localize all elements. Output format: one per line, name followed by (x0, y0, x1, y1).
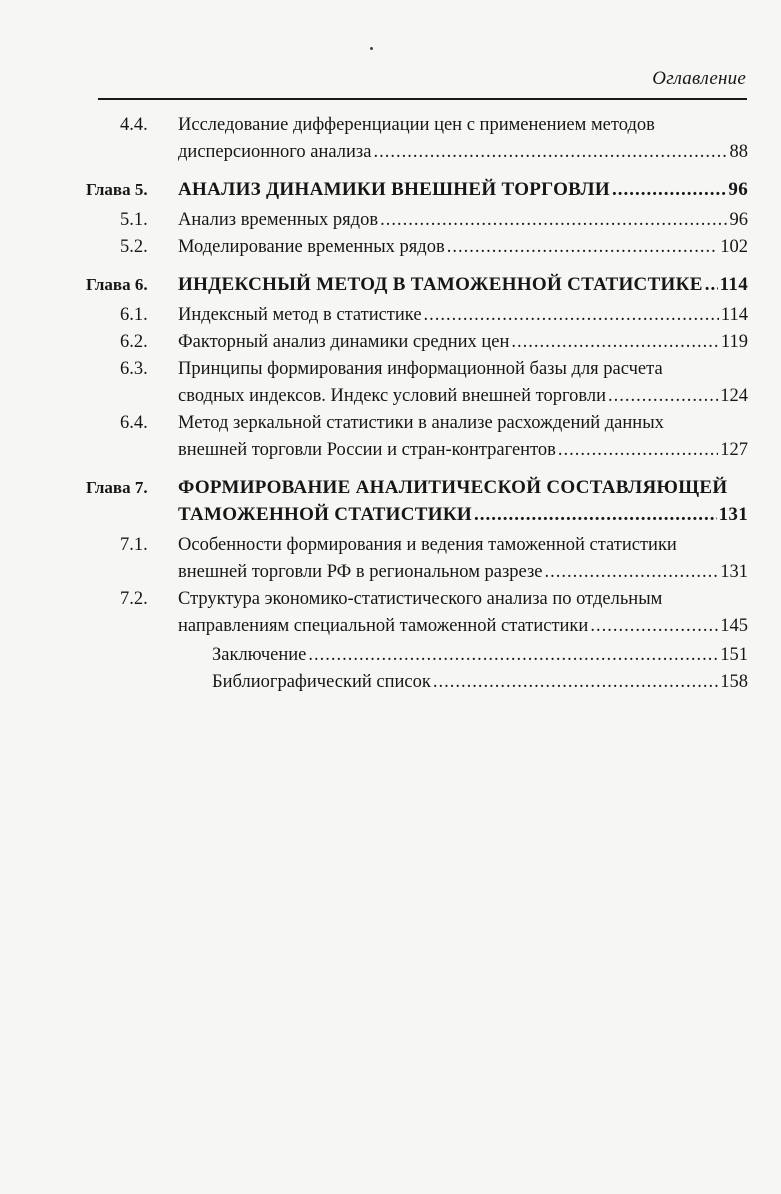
dot-leader (612, 176, 726, 203)
toc-entry-line: Индексный метод в статистике (178, 305, 422, 325)
toc-entry-line: ИНДЕКСНЫЙ МЕТОД В ТАМОЖЕННОЙ СТАТИСТИКЕ (178, 274, 703, 295)
toc-entry-last-line (178, 383, 748, 410)
toc-entry-last-line (178, 437, 748, 464)
toc-page-number: 158 (720, 672, 748, 692)
toc-entry-last-line (178, 302, 748, 329)
toc-entry-title (178, 410, 748, 464)
toc-entry-title (178, 176, 748, 203)
toc-entry-line: ТАМОЖЕННОЙ СТАТИСТИКИ (178, 504, 472, 525)
toc-entry-number: 7.1. (120, 535, 148, 555)
toc-entry-line: Факторный анализ динамики средних цен (178, 332, 510, 352)
toc-page-number: 114 (720, 305, 748, 325)
toc-entry-line: Принципы формирования информационной базы для расчета (178, 359, 663, 379)
dot-leader (380, 207, 727, 234)
toc-entry (86, 586, 748, 640)
toc-page-number: 114 (719, 274, 748, 295)
toc-entry-last-line (178, 139, 748, 166)
toc-page-number: 96 (728, 179, 748, 200)
toc-entry (86, 112, 748, 166)
toc-page-number: 96 (729, 210, 748, 230)
toc-entry-title (178, 474, 748, 528)
dot-leader (705, 271, 718, 298)
toc-entry-title (178, 532, 748, 586)
running-header: Оглавление (652, 68, 746, 89)
toc-entry-line: Моделирование временных рядов (178, 237, 445, 257)
toc-entry-title (178, 207, 748, 234)
dot-leader (373, 139, 727, 166)
toc-entry-line: направлениям специальной таможенной статистики (178, 616, 589, 636)
toc-entry-line: Особенности формирования и ведения таможенной статистики (178, 535, 677, 555)
toc-entry-line: Анализ временных рядов (178, 210, 379, 230)
toc-page-number: 131 (718, 504, 748, 525)
toc-entry-number (120, 642, 212, 669)
toc-entry-line: ФОРМИРОВАНИЕ АНАЛИТИЧЕСКОЙ СОСТАВЛЯЮЩЕЙ (178, 477, 728, 498)
toc-entry-number: Глава 5. (86, 180, 148, 199)
header-rule (98, 98, 747, 100)
toc-entry-number: Глава 7. (86, 478, 148, 497)
print-mark (370, 47, 373, 50)
toc-entry-last-line (178, 613, 748, 640)
toc-entry (86, 669, 748, 696)
toc-entry-line: внешней торговли РФ в региональном разрезе (178, 562, 543, 582)
toc-entry-title (178, 112, 748, 166)
dot-leader (433, 669, 718, 696)
toc-page-number: 145 (720, 616, 748, 636)
toc-entry-number: 6.3. (120, 359, 148, 379)
table-of-contents (86, 112, 748, 696)
toc-entry-last-line (178, 176, 748, 203)
toc-entry-title (178, 234, 748, 261)
toc-entry-number: Глава 6. (86, 275, 148, 294)
toc-page-number: 124 (720, 386, 748, 406)
toc-entry-last-line (178, 329, 748, 356)
toc-entry-number: 6.2. (120, 332, 148, 352)
toc-page-number: 127 (720, 440, 748, 460)
toc-entry (86, 302, 748, 329)
dot-leader (590, 613, 718, 640)
toc-entry (86, 532, 748, 586)
toc-entry-line: Библиографический список (212, 672, 431, 692)
toc-entry-title (212, 669, 748, 696)
toc-entry (86, 329, 748, 356)
toc-entry-last-line (212, 669, 748, 696)
toc-page-number: 131 (720, 562, 748, 582)
toc-entry-line: Исследование дифференциации цен с применением методов (178, 115, 655, 135)
toc-entry-last-line (212, 642, 748, 669)
toc-entry-line: Заключение (212, 645, 307, 665)
toc-entry-title (178, 356, 748, 410)
toc-entry (86, 207, 748, 234)
toc-entry-title (178, 271, 748, 298)
toc-chapter-entry (86, 474, 748, 528)
dot-leader (608, 383, 718, 410)
toc-entry-number: 6.4. (120, 413, 148, 433)
dot-leader (424, 302, 719, 329)
toc-entry-number: 6.1. (120, 305, 148, 325)
toc-entry-number: 7.2. (120, 589, 148, 609)
toc-entry (86, 642, 748, 669)
dot-leader (447, 234, 719, 261)
toc-entry-last-line (178, 501, 748, 528)
toc-chapter-entry (86, 176, 748, 203)
toc-entry-number (120, 669, 212, 696)
toc-entry-number: 5.2. (120, 237, 148, 257)
toc-entry (86, 410, 748, 464)
toc-page-number: 151 (720, 645, 748, 665)
dot-leader (474, 501, 717, 528)
toc-entry-title (212, 642, 748, 669)
toc-entry-last-line (178, 234, 748, 261)
toc-entry-line: сводных индексов. Индекс условий внешней торговли (178, 386, 606, 406)
toc-page-number: 88 (729, 142, 748, 162)
dot-leader (558, 437, 718, 464)
toc-entry-line: Метод зеркальной статистики в анализе расхождений данных (178, 413, 664, 433)
dot-leader (545, 559, 719, 586)
toc-entry-last-line (178, 559, 748, 586)
toc-page-number: 119 (720, 332, 748, 352)
toc-entry (86, 234, 748, 261)
toc-entry-title (178, 329, 748, 356)
toc-entry-title (178, 586, 748, 640)
toc-chapter-entry (86, 271, 748, 298)
dot-leader (511, 329, 719, 356)
toc-entry-last-line (178, 207, 748, 234)
toc-entry-line: внешней торговли России и стран-контрагентов (178, 440, 556, 460)
toc-entry-last-line (178, 271, 748, 298)
toc-entry-title (178, 302, 748, 329)
toc-entry-number: 4.4. (120, 115, 148, 135)
toc-entry-line: Структура экономико-статистического анализа по отдельным (178, 589, 663, 609)
dot-leader (308, 642, 718, 669)
toc-page-number: 102 (720, 237, 748, 257)
toc-entry-line: АНАЛИЗ ДИНАМИКИ ВНЕШНЕЙ ТОРГОВЛИ (178, 179, 610, 200)
toc-entry-line: дисперсионного анализа (178, 142, 372, 162)
toc-entry (86, 356, 748, 410)
toc-entry-number: 5.1. (120, 210, 148, 230)
